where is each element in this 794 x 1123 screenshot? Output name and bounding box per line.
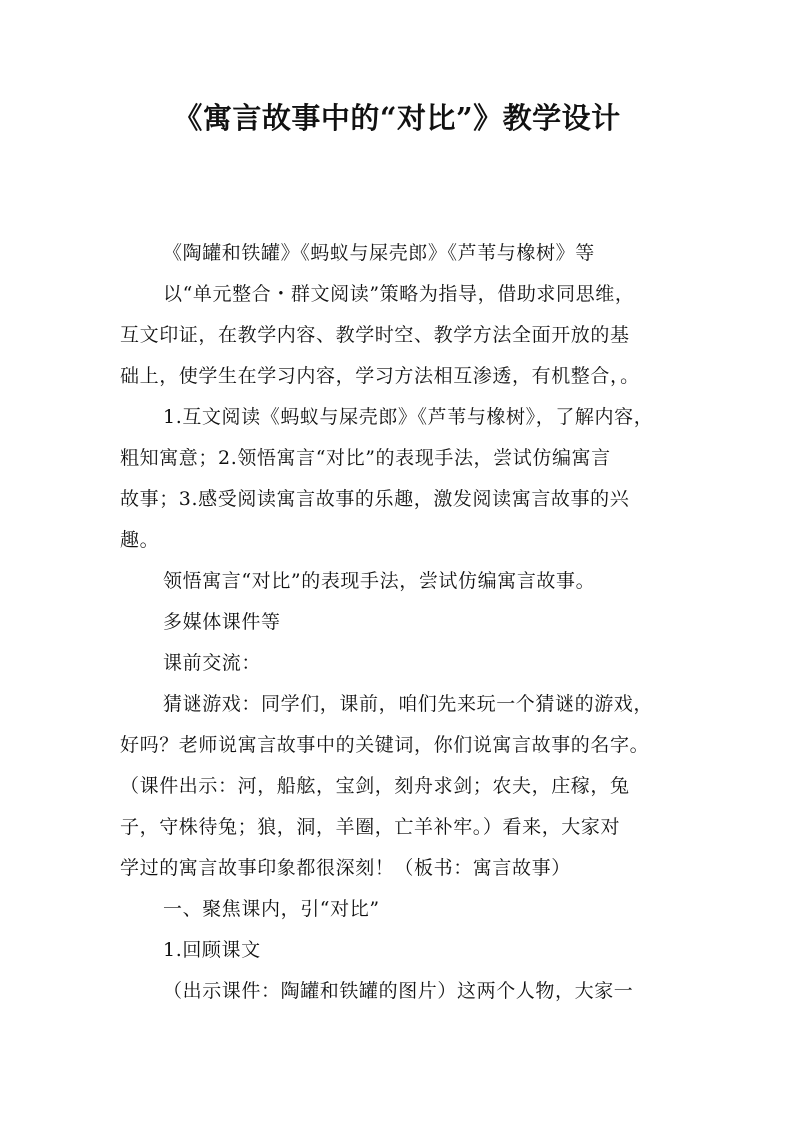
- text-line: 子，守株待兔；狼，洞，羊圈，亡羊补牢。）看来，大家对: [120, 816, 621, 838]
- text-line: 趣。: [120, 529, 160, 551]
- text-line: 领悟寓言“对比”的表现手法，尝试仿编寓言故事。: [163, 570, 596, 592]
- text-line: 课前交流：: [163, 652, 262, 674]
- document-title: 《寓言故事中的“对比”》教学设计: [173, 101, 621, 135]
- text-line: 《陶罐和铁罐》《蚂蚁与屎壳郎》《芦苇与橡树》等: [163, 242, 595, 264]
- text-line: 础上，使学生在学习内容，学习方法相互渗透，有机整合，。: [120, 365, 640, 387]
- text-line: （课件出示：河，船舷，宝剑，刻舟求剑；农夫，庄稼，兔: [120, 775, 630, 797]
- text-line: 粗知寓意；2.领悟寓言“对比”的表现手法，尝试仿编寓言: [120, 447, 611, 469]
- section-heading: 一、聚焦课内，引“对比”: [163, 898, 380, 920]
- text-line: 猜谜游戏：同学们，课前，咱们先来玩一个猜谜的游戏，: [163, 693, 654, 715]
- text-line: 好吗？老师说寓言故事中的关键词，你们说寓言故事的名字。: [120, 734, 650, 756]
- text-line: 多媒体课件等: [163, 611, 281, 633]
- subsection-heading: 1.回顾课文: [163, 939, 261, 961]
- text-line: 故事；3.感受阅读寓言故事的乐趣，激发阅读寓言故事的兴: [120, 488, 630, 510]
- text-line: 互文印证，在教学内容、教学时空、教学方法全面开放的基: [120, 324, 630, 346]
- text-line: （出示课件：陶罐和铁罐的图片）这两个人物，大家一: [163, 980, 634, 1002]
- text-line: 1.互文阅读《蚂蚁与屎壳郎》《芦苇与橡树》，了解内容，: [163, 406, 654, 428]
- text-line: 学过的寓言故事印象都很深刻！（板书：寓言故事）: [120, 857, 571, 879]
- text-line: 以“单元整合・群文阅读”策略为指导，借助求同思维，: [163, 283, 635, 305]
